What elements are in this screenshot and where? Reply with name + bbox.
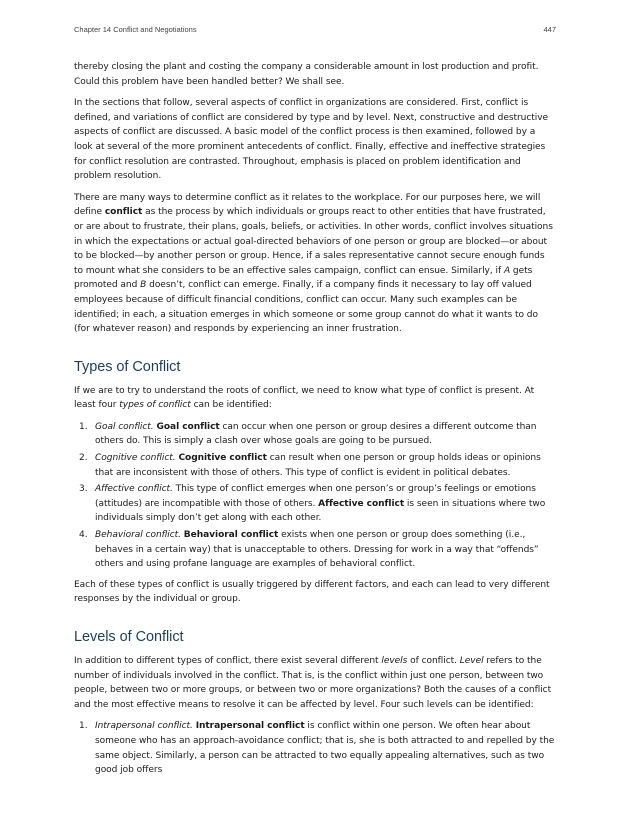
- text-run: of conflict.: [407, 656, 460, 666]
- paragraph: [74, 384, 555, 413]
- page-number: 447: [543, 25, 556, 34]
- list-number: 2.: [79, 453, 88, 464]
- key-term: Goal conflict: [156, 421, 220, 432]
- item-label: Behavioral conflict.: [95, 530, 181, 541]
- text-run: is conflict within one person. We often hear about someone who has an approach-avoidance conflict; that is, she is both attracted to and repelled by the same object. Similarly, a person can be attracted to two equally appealing alternatives, such as two good job offers: [95, 721, 555, 776]
- list-number: 4.: [79, 530, 88, 541]
- list-number: 3.: [79, 484, 88, 495]
- list-item: [74, 420, 555, 449]
- emphasis: Level: [459, 656, 484, 666]
- item-label: Goal conflict.: [95, 421, 154, 432]
- text-run: as the process by which individuals or groups react to other entities that have frustrated, or are about to frustrate, their plans, goals, beliefs, or activities. In other words, conflict involves situations in which the expectations or actual goal-directed behaviors of one person or group are blocked—or about to be blocked—by another person or group. Hence, if a sales representative cannot secure enough funds to mount what she considers to be an effective sales campaign, conflict can ensue. Similarly, if: [74, 207, 553, 276]
- text-run: If we are to try to understand the roots of conflict, we need to know what type of conflict is present. At least four: [74, 385, 535, 411]
- emphasis: levels: [381, 656, 408, 666]
- text-run: In addition to different types of conflict, there exist several different: [74, 656, 382, 666]
- list-number: 1.: [79, 721, 88, 732]
- emphasis: B: [140, 280, 147, 291]
- text-run: exists when one person or group does something (i.e., behaves in a certain way) that is unacceptable to others. Dressing for work in a way that “offends” others and using profane language are examples of behavioral conflict.: [95, 530, 539, 570]
- key-term: Affective conflict: [318, 498, 405, 509]
- text-run: This type of conflict emerges when one person’s or group’s feelings or emotions (attitudes) are incompatible with those of others.: [95, 484, 536, 509]
- item-label: Affective conflict.: [95, 484, 173, 495]
- list-item: [74, 528, 555, 572]
- key-term: Intrapersonal conflict: [195, 721, 305, 732]
- key-term: Cognitive conflict: [178, 453, 267, 464]
- levels-list: [74, 719, 555, 777]
- text-run: There are many ways to determine conflict as it relates to the workplace. For our purposes here, we will define: [74, 192, 541, 218]
- key-term: conflict: [104, 207, 143, 218]
- list-number: 1.: [79, 421, 88, 432]
- list-item: [74, 482, 555, 526]
- list-item: [74, 719, 555, 777]
- text-run: refers to the number of individuals involved in the conflict. That is, is the conflict within just one person, between two people, between two or more groups, or between two or more organizations? Both the causes of a conflict and the most effective means to resolve it can be affected by level. Four such levels can be identified:: [74, 656, 552, 710]
- text-run: gets promoted and: [74, 265, 533, 291]
- emphasis: types of conflict: [119, 400, 191, 411]
- section-heading-types: Types of Conflict: [74, 358, 181, 375]
- text-run: can result when one person or group holds ideas or opinions that are inconsistent with those of others. This type of conflict is evident in political debates.: [95, 453, 541, 478]
- text-run: is seen in situations where two individuals simply don’t get along with each other.: [95, 498, 546, 524]
- item-label: Intrapersonal conflict.: [95, 721, 193, 732]
- emphasis: A: [503, 265, 511, 276]
- types-list: [74, 420, 555, 572]
- list-item: [74, 451, 555, 480]
- section-heading-levels: Levels of Conflict: [74, 629, 184, 645]
- paragraph: [74, 654, 555, 712]
- item-label: Cognitive conflict.: [95, 453, 176, 464]
- paragraph: Each of these types of conflict is usually triggered by different factors, and each can lead to very different responses by the individual or group.: [74, 579, 550, 605]
- paragraph: In the sections that follow, several aspects of conflict in organizations are considered. First, conflict is defined, and variations of conflict are considered by type and by level. Next, constructive and destructive aspects of conflict are discussed. A basic model of the conflict process is then examined, followed by a look at several of the more prominent antecedents of conflict. Finally, effective and ineffective strategies for conflict resolution are contrasted. Throughout, emphasis is placed on problem identification and problem resolution.: [74, 98, 549, 182]
- text-run: can be identified:: [190, 400, 272, 411]
- key-term: Behavioral conflict: [183, 530, 279, 541]
- text-run: can occur when one person or group desires a different outcome than others do. This is simply a clash over whose goals are going to be pursued.: [95, 421, 537, 447]
- text-run: doesn’t, conflict can emerge. Finally, if a company finds it necessary to lay off valued employees because of difficult financial conditions, conflict can occur. Many such examples can be identified; in each, a situation emerges in which someone or some group cannot do what it wants to do (for whatever reason) and responds by experiencing an inner frustration.: [74, 280, 538, 335]
- chapter-title: Chapter 14 Conflict and Negotiations: [74, 25, 197, 34]
- running-header: [74, 25, 556, 37]
- paragraph-conflict-definition: [74, 191, 555, 337]
- paragraph: thereby closing the plant and costing the company a considerable amount in lost production and profit. Could this problem have been handled better? We shall see.: [74, 62, 539, 87]
- page-content: [74, 60, 555, 784]
